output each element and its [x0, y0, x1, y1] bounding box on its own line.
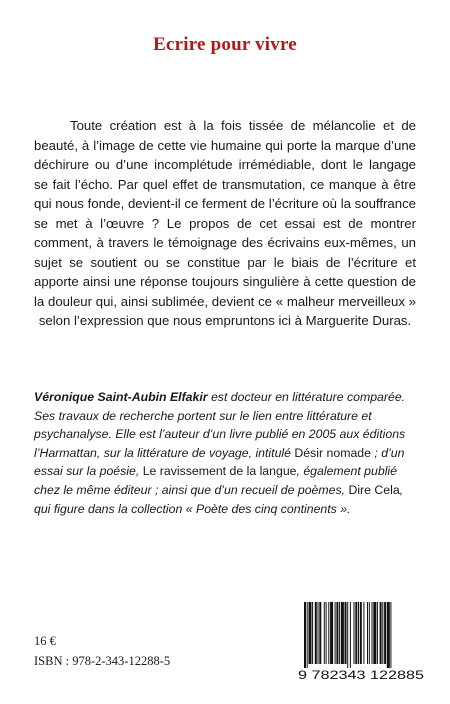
barcode-bar	[309, 602, 312, 664]
bio-text-2: ; d’un essai sur la poésie,	[34, 445, 405, 479]
price-label: 16 €	[34, 634, 56, 648]
barcode-bar	[330, 602, 333, 664]
book-title: Ecrire pour vivre	[153, 34, 297, 55]
barcode-bar	[326, 602, 327, 664]
bio-text-1: est docteur en littérature comparée. Ses travaux de recherche portent sur le lien entre littérature et psychanalyse. Elle est l’auteur d’un livre publié en 2005 aux éditions l’Harmattan, sur la littérature de voyage, intitulé	[34, 390, 406, 460]
barcode-image	[296, 600, 426, 682]
barcode-bar	[341, 602, 344, 664]
barcode-bar	[304, 602, 306, 668]
barcode-bar	[390, 602, 391, 668]
barcode-bar	[319, 602, 321, 664]
barcode-bar	[377, 602, 378, 664]
barcode-bar	[324, 602, 325, 664]
barcode-number: 9 782343 122885	[298, 670, 424, 682]
barcode-bar	[384, 602, 386, 664]
barcode-bar	[360, 602, 362, 664]
barcode-bar	[373, 602, 376, 664]
barcode-bar	[345, 602, 347, 664]
back-cover-summary	[34, 116, 416, 331]
barcode-bar	[387, 602, 390, 668]
barcode-bar	[318, 602, 319, 664]
author-name: Véronique Saint-Aubin Elfakir	[34, 390, 208, 404]
author-bio	[34, 388, 420, 518]
bio-text-4: , qui figure dans la collection « Poète des cinq continents ».	[34, 482, 404, 516]
barcode-bar	[358, 602, 359, 664]
barcode-bar	[382, 602, 383, 664]
barcode-bar	[367, 602, 368, 664]
barcode-bar	[355, 602, 357, 664]
bio-text-3: , également publié chez le même éditeur ; ainsi que d’un recueil de poèmes,	[34, 464, 397, 497]
barcode-bar	[347, 602, 348, 668]
barcode-bar	[380, 602, 382, 664]
barcode	[296, 600, 426, 682]
barcode-bar	[339, 602, 340, 664]
author-bio-paragraph	[34, 388, 420, 518]
summary-paragraph: Toute création est à la fois tissée de mélancolie et de beauté, à l’image de cette vie humaine qui porte la marque d’une déchirure ou d’une incomplétude irrémédiable, dont le langage se fait l’écho. Par quel effet de transmutation, ce manque à être qui nous fonde, devient-il ce ferment de l’écriture où la souffrance se met à l’œuvre ? Le propos de cet essai est de montrer comment, à travers le témoignage des écrivains eux-mêmes, un sujet se soutient ou se constitue par le biais de l’écriture et apporte ainsi une réponse toujours singulière à cette question de la douleur qui, ainsi sublimée, devient ce « malheur merveilleux » selon l’expression que nous empruntons ici à Marguerite Duras.	[34, 118, 416, 328]
barcode-bar	[315, 602, 317, 664]
barcode-bar	[336, 602, 338, 664]
barcode-bar	[354, 602, 355, 664]
barcode-bar	[307, 602, 308, 668]
barcode-bar	[312, 602, 313, 664]
barcode-bar	[350, 602, 351, 668]
book-title-dire-cela: Dire Cela	[348, 482, 400, 497]
barcode-bar	[369, 602, 370, 664]
book-title-ravissement: Le ravissement de la langue	[142, 464, 297, 479]
barcode-bar	[363, 602, 364, 664]
book-title-desir-nomade: Désir nomade	[294, 445, 371, 460]
isbn-label: ISBN : 978-2-343-12288-5	[34, 654, 171, 668]
barcode-bar	[335, 602, 336, 664]
barcode-bar	[328, 602, 329, 664]
barcode-bar	[372, 602, 373, 664]
